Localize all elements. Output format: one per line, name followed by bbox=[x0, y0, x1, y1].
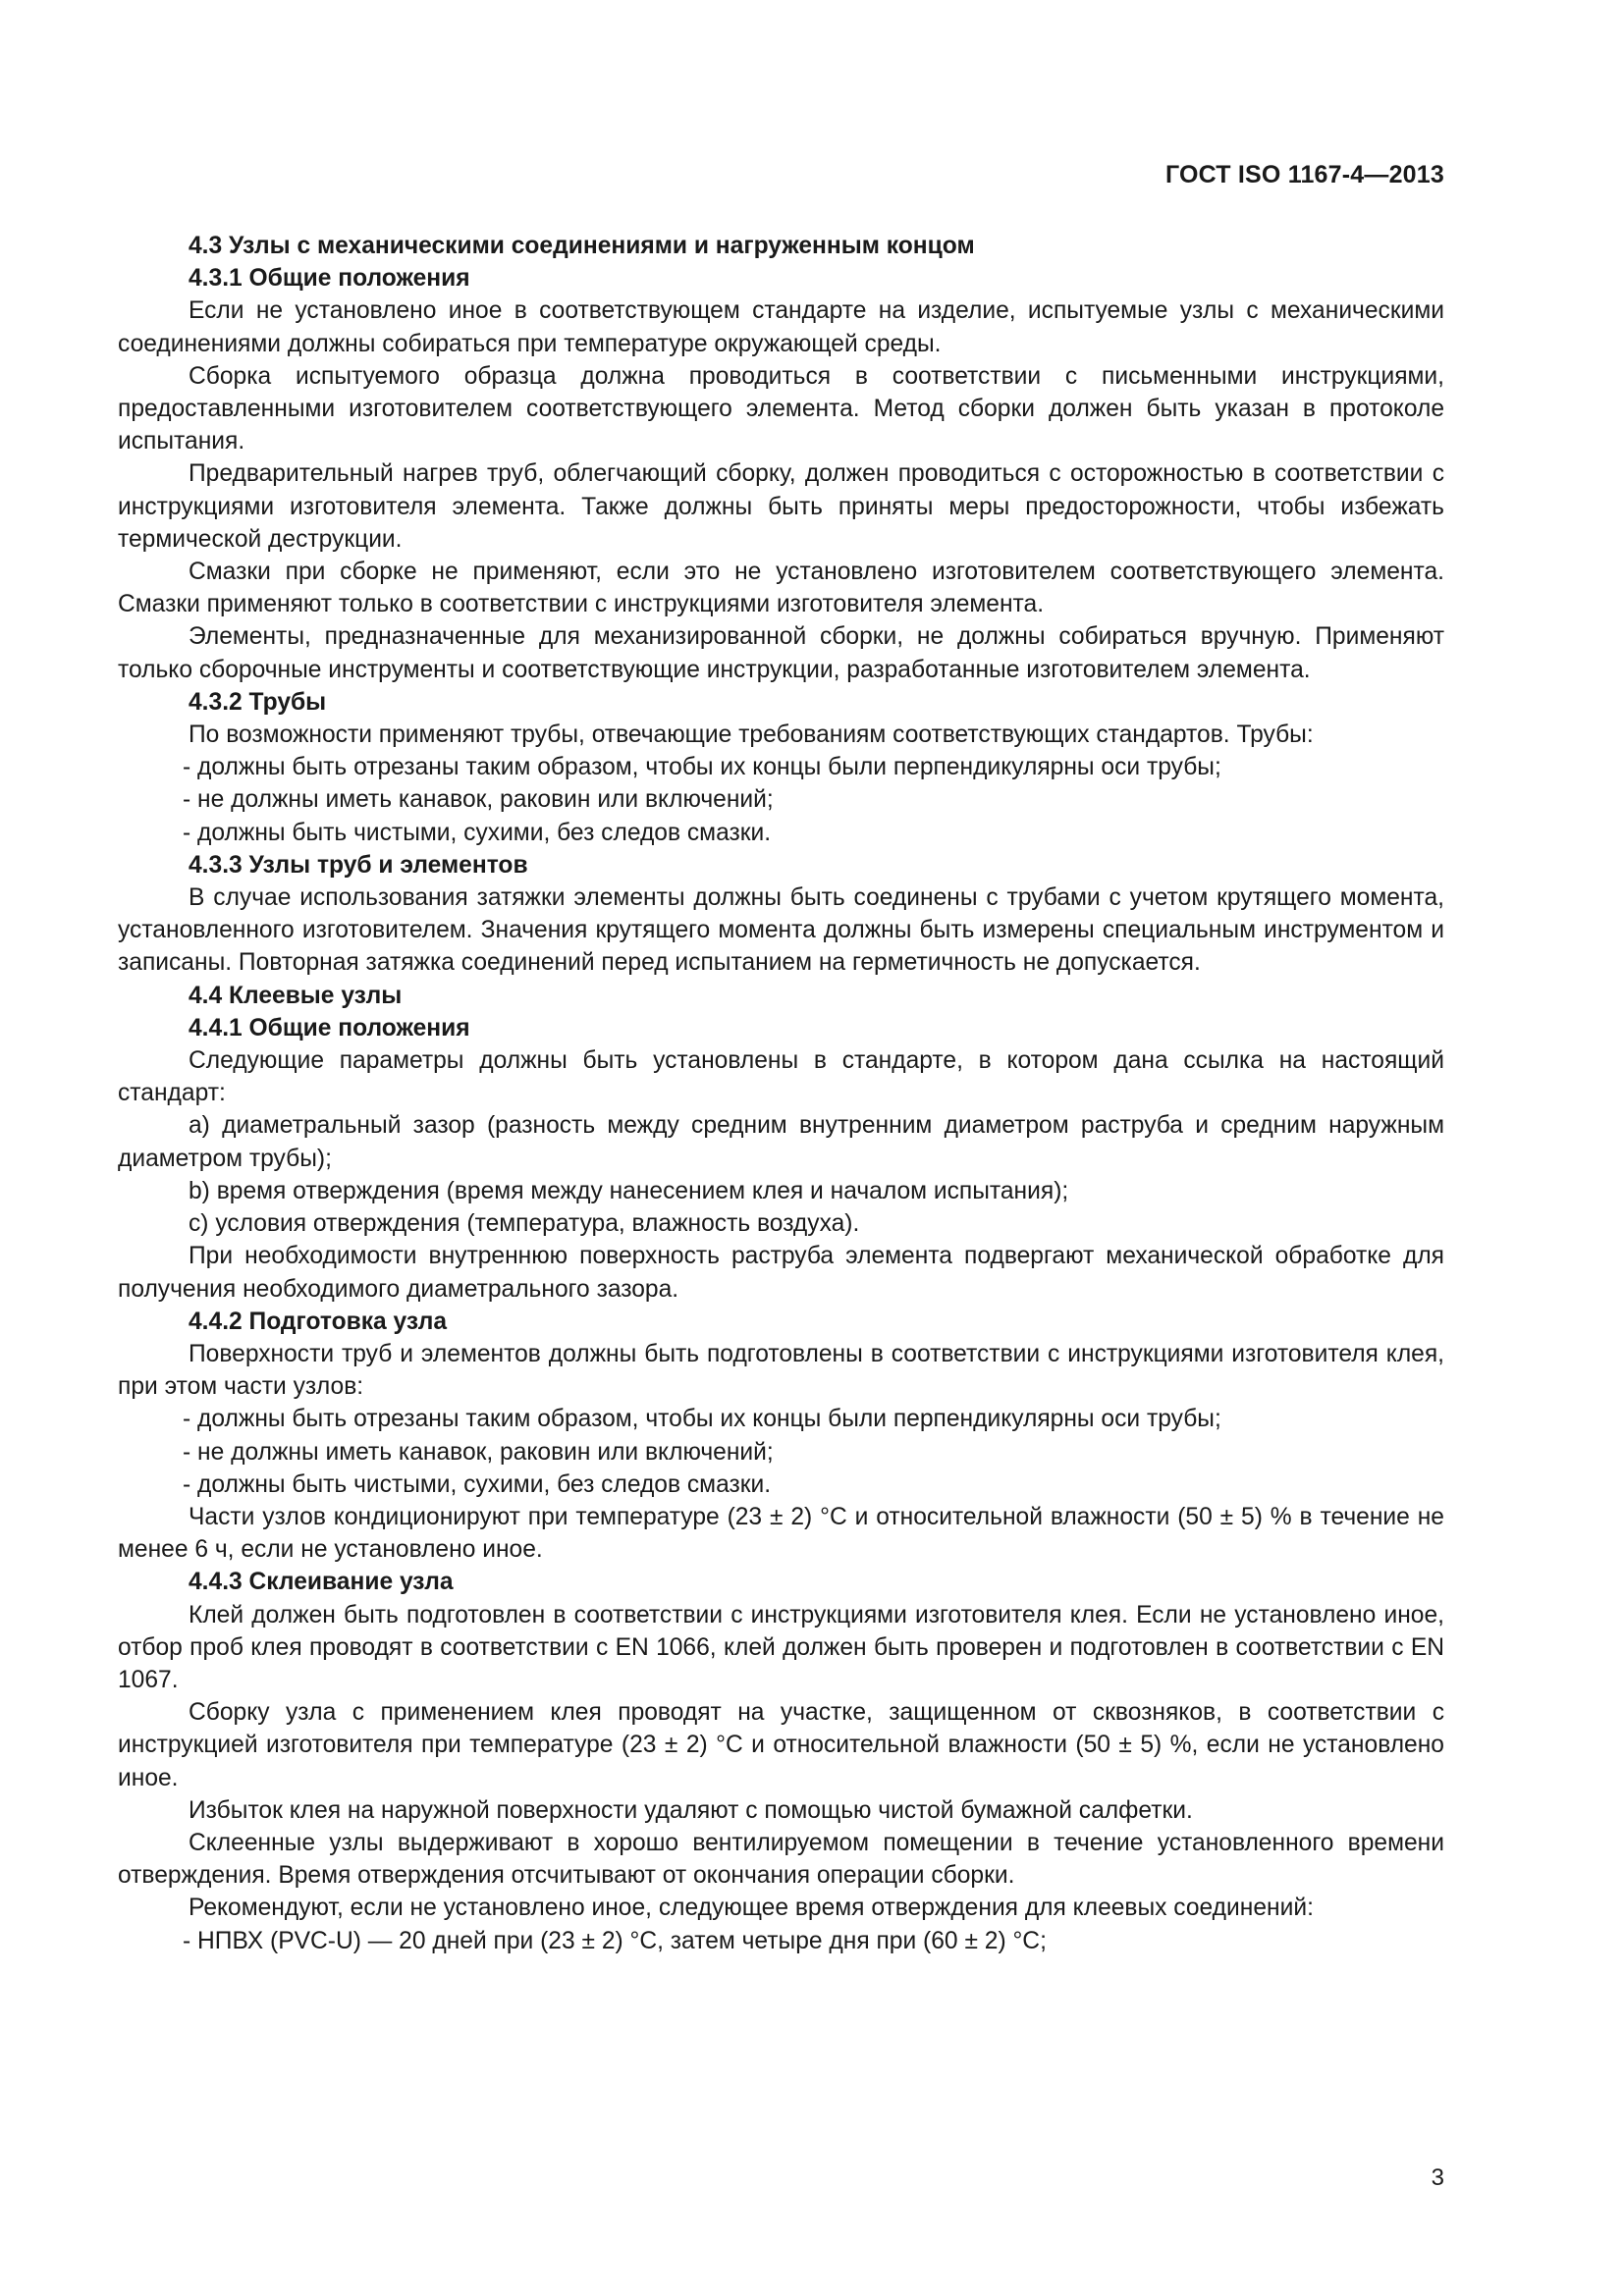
section-4-4-1-title: 4.4.1 Общие положения bbox=[189, 1014, 470, 1041]
document-body bbox=[118, 230, 1444, 1957]
paragraph: Предварительный нагрев труб, облегчающий сборку, должен проводиться с осторожностью в соответствии с инструкциями изготовителя элемента. Также должны быть приняты меры предосторожности, чтобы избежать термической деструкции. bbox=[118, 460, 1444, 553]
paragraph: Смазки при сборке не применяют, если это не установлено изготовителем соответствующего элемента. Смазки применяют только в соответствии с инструкциями изготовителя элемента. bbox=[118, 559, 1444, 618]
list-item: - не должны иметь канавок, раковин или включений; bbox=[183, 1438, 774, 1466]
paragraph: Клей должен быть подготовлен в соответствии с инструкциями изготовителя клея. Если не установлено иное, отбор проб клея проводят в соответствии с EN 1066, клей должен быть проверен и подготовлен в соответствии с EN 1067. bbox=[118, 1601, 1444, 1693]
list-item: - должны быть отрезаны таким образом, чтобы их концы были перпендикулярны оси трубы; bbox=[183, 1406, 1221, 1433]
document-header: ГОСТ ISO 1167-4—2013 bbox=[1164, 161, 1444, 188]
list-item: c) условия отверждения (температура, влажность воздуха). bbox=[189, 1210, 860, 1238]
paragraph: При необходимости внутреннюю поверхность раструба элемента подвергают механической обработке для получения необходимого диаметрального зазора. bbox=[118, 1243, 1444, 1303]
list-item: - должны быть чистыми, сухими, без следов смазки. bbox=[183, 1470, 772, 1498]
paragraph: Следующие параметры должны быть установлены в стандарте, в котором дана ссылка на настоящий стандарт: bbox=[118, 1047, 1444, 1107]
list-item: - должны быть чистыми, сухими, без следов смазки. bbox=[183, 819, 772, 846]
page-number: 3 bbox=[1431, 2164, 1444, 2191]
section-4-3-title: 4.3 Узлы с механическими соединениями и нагруженным концом bbox=[189, 233, 975, 259]
paragraph: В случае использования затяжки элементы должны быть соединены с трубами с учетом крутящего момента, установленного изготовителем. Значения крутящего момента должны быть измерены специальным инструментом и записаны. Повторная затяжка соединений перед испытанием на герметичность не допускается. bbox=[118, 884, 1444, 977]
list-item: b) время отверждения (время между нанесением клея и началом испытания); bbox=[189, 1177, 1069, 1204]
section-4-4-3-title: 4.4.3 Склеивание узла bbox=[189, 1569, 454, 1596]
list-item: - должны быть отрезаны таким образом, чтобы их концы были перпендикулярны оси трубы; bbox=[183, 754, 1221, 781]
paragraph: Поверхности труб и элементов должны быть подготовлены в соответствии с инструкциями изготовителя клея, при этом части узлов: bbox=[118, 1340, 1444, 1401]
section-4-3-2-title: 4.3.2 Трубы bbox=[189, 688, 327, 716]
list-item: a) диаметральный зазор (разность между средним внутренним диаметром раструба и средним наружным диаметром трубы); bbox=[118, 1112, 1444, 1172]
section-4-4-title: 4.4 Клеевые узлы bbox=[189, 982, 403, 1009]
section-4-4-2-title: 4.4.2 Подготовка узла bbox=[189, 1308, 448, 1335]
list-item: - не должны иметь канавок, раковин или включений; bbox=[183, 786, 774, 814]
paragraph: Если не установлено иное в соответствующем стандарте на изделие, испытуемые узлы с механическими соединениями должны собираться при температуре окружающей среды. bbox=[118, 297, 1444, 357]
section-4-3-1-title: 4.3.1 Общие положения bbox=[189, 265, 470, 293]
paragraph: По возможности применяют трубы, отвечающие требованиям соответствующих стандартов. Трубы: bbox=[189, 721, 1314, 749]
paragraph: Избыток клея на наружной поверхности удаляют с помощью чистой бумажной салфетки. bbox=[189, 1796, 1193, 1824]
paragraph: Части узлов кондиционируют при температуре (23 ± 2) °С и относительной влажности (50 ± 5) % в течение не менее 6 ч, если не установлено иное. bbox=[118, 1503, 1444, 1564]
paragraph: Сборка испытуемого образца должна проводиться в соответствии с письменными инструкциями, предоставленными изготовителем соответствующего элемента. Метод сборки должен быть указан в протоколе испытания. bbox=[118, 362, 1444, 455]
paragraph: Рекомендуют, если не установлено иное, следующее время отверждения для клеевых соединений: bbox=[189, 1895, 1314, 1922]
section-4-3-3-title: 4.3.3 Узлы труб и элементов bbox=[189, 851, 528, 879]
list-item: - НПВХ (PVC-U) — 20 дней при (23 ± 2) °С, затем четыре дня при (60 ± 2) °С; bbox=[183, 1927, 1047, 1954]
paragraph: Склеенные узлы выдерживают в хорошо вентилируемом помещении в течение установленного времени отверждения. Время отверждения отсчитывают от окончания операции сборки. bbox=[118, 1829, 1444, 1890]
paragraph: Элементы, предназначенные для механизированной сборки, не должны собираться вручную. Применяют только сборочные инструменты и соответствующие инструкции, разработанные изготовителем элемента. bbox=[118, 623, 1444, 683]
paragraph: Сборку узла с применением клея проводят на участке, защищенном от сквозняков, в соответствии с инструкцией изготовителя при температуре (23 ± 2) °С и относительной влажности (50 ± 5) %, если не установлено иное. bbox=[118, 1699, 1444, 1791]
